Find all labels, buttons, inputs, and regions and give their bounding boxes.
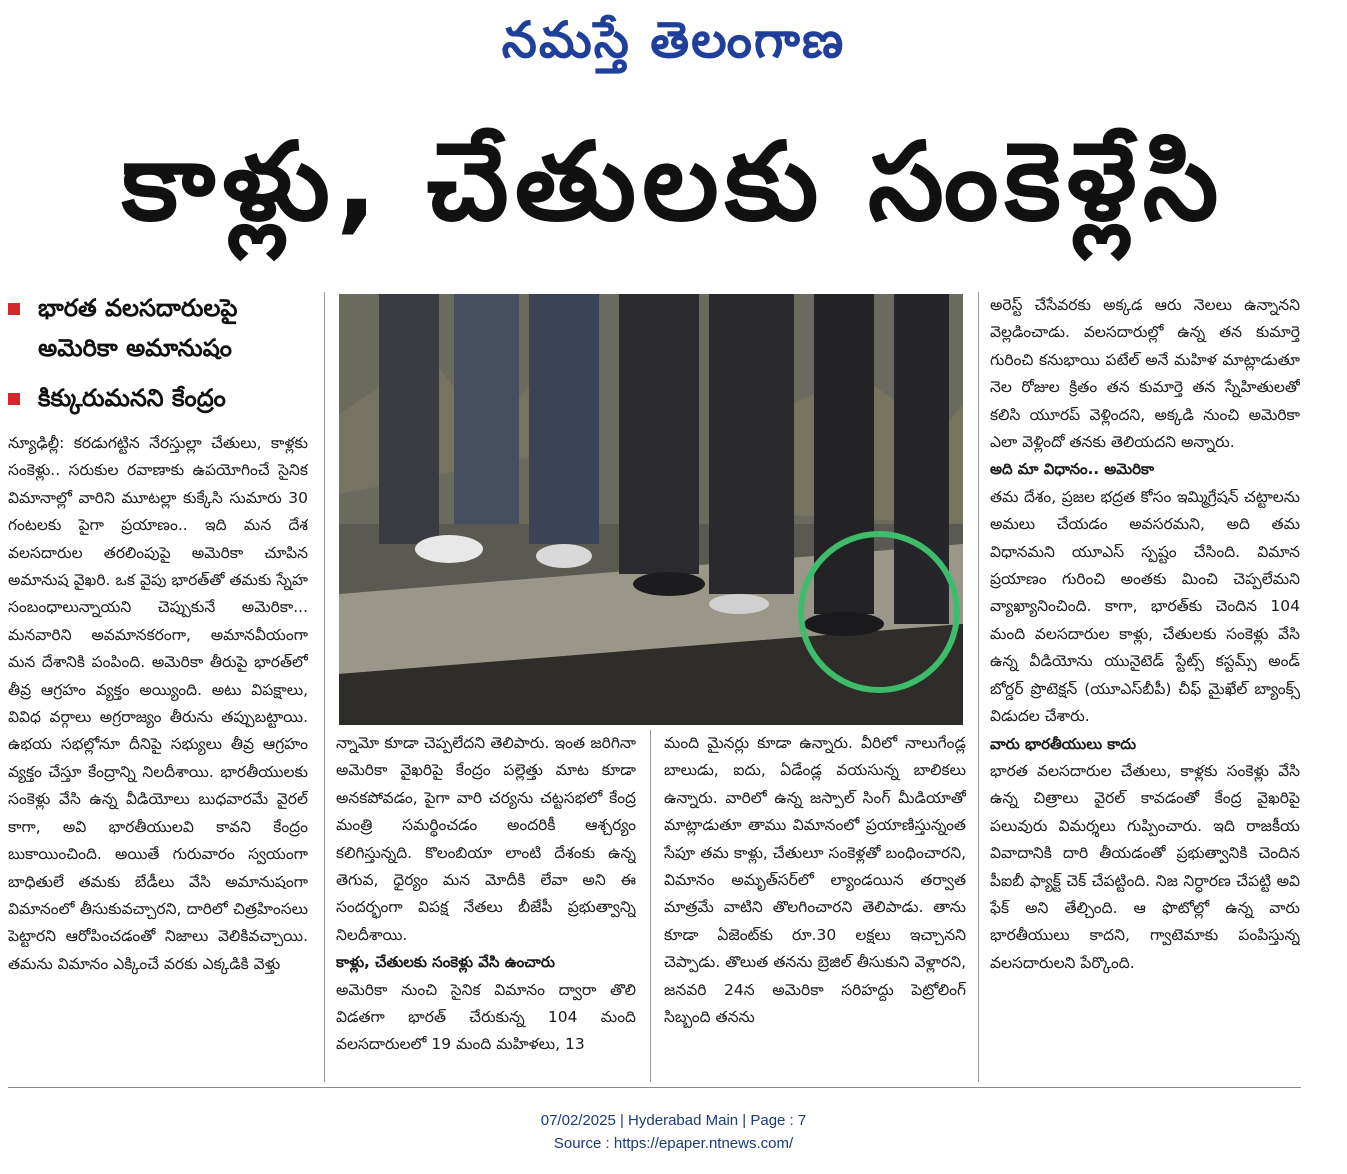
- article-column-4: [990, 292, 1300, 1077]
- column-divider: [978, 292, 979, 1082]
- footer-divider: [8, 1087, 1301, 1088]
- footer-source: Source : https://epaper.ntnews.com/: [553, 1135, 794, 1152]
- column-2-heading: కాళ్లు, చేతులకు సంకెళ్లు వేసి ఉంచారు: [336, 953, 555, 972]
- footer-info: 07/02/2025 | Hyderabad Main | Page : 7: [540, 1112, 807, 1129]
- news-photo: [339, 294, 963, 725]
- column-4-heading-1: అది మా విధానం.. అమెరికా: [990, 460, 1155, 479]
- column-4-text-3: భారత వలసదారుల చేతులు, కాళ్లకు సంకెళ్లు వేసి ఉన్న చిత్రాలు వైరల్ కావడంతో కేంద్ర వైఖరిపై పలువురు విమర్శలు గుప్పించారు. ఇది రాజకీయ వివాదానికి దారి తీయడంతో ప్రభుత్వానికి చెందిన పీఐబీ ఫ్యాక్ట్ చెక్ చేపట్టింది. నిజ నిర్ధారణ చేపట్టి అవి ఫేక్ అని తేల్చింది. ఆ ఫొటోల్లో ఉన్న వారు భారతీయులు కాదని, గ్వాటెమాకు పంపిస్తున్న వలసదారులని పేర్కొంది.: [990, 761, 1300, 972]
- bullet-icon: [8, 303, 20, 315]
- column-4-text-2: తమ దేశం, ప్రజల భద్రత కోసం ఇమ్మిగ్రేషన్ చట్టాలను అమలు చేయడం అవసరమని, అది తమ విధానమని యూఎస్ స్పష్టం చేసింది. విమాన ప్రయాణం గురించి అంతకు మించి చెప్పలేమని వ్యాఖ్యానించింది. కాగా, భారత్‌కు చెందిన 104 మంది వలసదారుల కాళ్లు, చేతులకు సంకెళ్లు వేసి ఉన్న వీడియోను యునైటెడ్ స్టేట్స్ కస్టమ్స్ అండ్ బోర్డర్ ప్రొటెక్షన్ (యూఎస్‌బీపీ) చీఫ్ మైఖేల్ బ్యాంక్స్ విడుదల చేశారు.: [990, 487, 1300, 726]
- column-3-text: మంది మైనర్లు కూడా ఉన్నారు. వీరిలో నాలుగేండ్ల బాలుడు, ఐదు, ఏడేండ్ల వయసున్న బాలికలు ఉన్నారు. వారిలో ఉన్న జస్పాల్ సింగ్ మీడియాతో మాట్లాడుతూ తాము విమానంలో ప్రయాణిస్తున్నంత సేపూ తమ కాళ్లు, చేతులూ సంకెళ్లతో బంధించారని, విమానం అమృత్‌సర్‌లో ల్యాండయిన తర్వాత మాత్రమే వాటిని తొలగించారని తెలిపాడు. తాను కూడా ఏజెంట్‌కు రూ.30 లక్షలు ఇచ్చానని చెప్పాడు. తొలుత తనను బ్రెజిల్ తీసుకుని వెళ్లారని, జనవరి 24న అమెరికా సరిహద్దు పెట్రోలింగ్ సిబ్బంది తనను: [664, 734, 966, 1027]
- column-1-text: న్యూఢిల్లీ: కరడుగట్టిన నేరస్తుల్లా చేతులు, కాళ్లకు సంకెళ్లు.. సరుకుల రవాణాకు ఉపయోగించే సైనిక విమానాల్లో వారిని మూటల్లా కుక్కేసి సుమారు 30 గంటలకు పైగా ప్రయాణం.. ఇది మన దేశ వలసదారుల తరలింపుపై అమెరికా చూపిన అమానుష వైఖరి. ఒక వైపు భారత్‌తో తమకు స్నేహ సంబంధాలున్నాయని చెప్పుకునే అమెరికా... మనవారిని అవమానకరంగా, అమానవీయంగా మన దేశానికి పంపింది. అమెరికా తీరుపై భారత్‌లో తీవ్ర ఆగ్రహం వ్యక్తం అయ్యింది. అటు విపక్షాలు, వివిధ వర్గాలు అగ్రరాజ్యం తీరును తప్పుబట్టాయి. ఉభయ సభల్లోనూ దీనిపై సభ్యులు తీవ్ర ఆగ్రహం వ్యక్తం చేస్తూ కేంద్రాన్ని నిలదీశాయి. భారతీయులకు సంకెళ్లు వేసి ఉన్న వీడియోలు బుధవారమే వైరల్ కాగా, అవి భారతీయులవి కావని కేంద్రం బుకాయించింది. అయితే గురువారం స్వయంగా బాధితులే తమకు బేడీలు వేసి అమానుషంగా విమానంలో తీసుకువచ్చారని, దారిలో చిత్రహింసలు పెట్టారని ఆరోపించడంతో నిజాలు వెలికివచ్చాయి. తమను విమానం ఎక్కించే వరకు ఎక్కడికి వెళ్తు: [8, 434, 308, 973]
- subhead-1: [8, 288, 328, 368]
- article-column-2: [336, 730, 636, 1070]
- subhead-2: [8, 378, 328, 418]
- column-divider: [650, 730, 651, 1082]
- subhead-2-line1: కిక్కురుమనని కేంద్రం: [38, 384, 226, 412]
- column-2-text-1: న్నామో కూడా చెప్పలేదని తెలిపారు. ఇంత జరిగినా అమెరికా వైఖరిపై కేంద్రం పల్లెత్తు మాట కూడా అనకపోవడం, పైగా వారి చర్యను చట్టసభలో కేంద్ర మంత్రి సమర్థించడం అందరికీ ఆశ్చర్యం కలిగిస్తున్నది. కొలంబియా లాంటి దేశంకు ఉన్న తెగువ, ధైర్యం మన మోదీకి లేవా అని ఈ సందర్భంగా విపక్ష నేతలు బీజేపీ ప్రభుత్వాన్ని నిలదీశాయి.: [336, 734, 636, 944]
- column-4-text-1: అరెస్ట్ చేసేవరకు అక్కడ ఆరు నెలలు ఉన్నానని వెల్లడించాడు. వలసదారుల్లో ఉన్న తన కుమార్తె గురించి కనుభాయి పటేల్ అనే మహిళ మాట్లాడుతూ నెల రోజుల క్రితం తన కుమార్తె తన స్నేహితులతో కలిసి యూరప్ వెళ్లిందని, అక్కడి నుంచి అమెరికా ఎలా వెళ్లిందో తనకు తెలియదని అన్నారు.: [990, 296, 1300, 452]
- masthead-logo: నమస్తే తెలంగాణ: [501, 11, 846, 69]
- bullet-icon: [8, 393, 20, 405]
- column-4-heading-2: వారు భారతీయులు కాదు: [990, 734, 1137, 753]
- subhead-1-line1: భారత వలసదారులపై: [38, 294, 238, 322]
- column-divider: [324, 292, 325, 1082]
- article-column-3: [664, 730, 966, 1070]
- headline: కాళ్లు, చేతులకు సంకెళ్లేసి: [121, 120, 1225, 245]
- column-2-text-2: అమెరికా నుంచి సైనిక విమానం ద్వారా తొలి విడతగా భారత్ చేరుకున్న 104 మంది వలసదారులలో 19 మంది మహిళలు, 13: [336, 980, 636, 1054]
- article-column-1: [8, 430, 308, 1080]
- subhead-1-line2: అమెరికా అమానుషం: [38, 334, 232, 362]
- photo-illustration: [339, 294, 963, 725]
